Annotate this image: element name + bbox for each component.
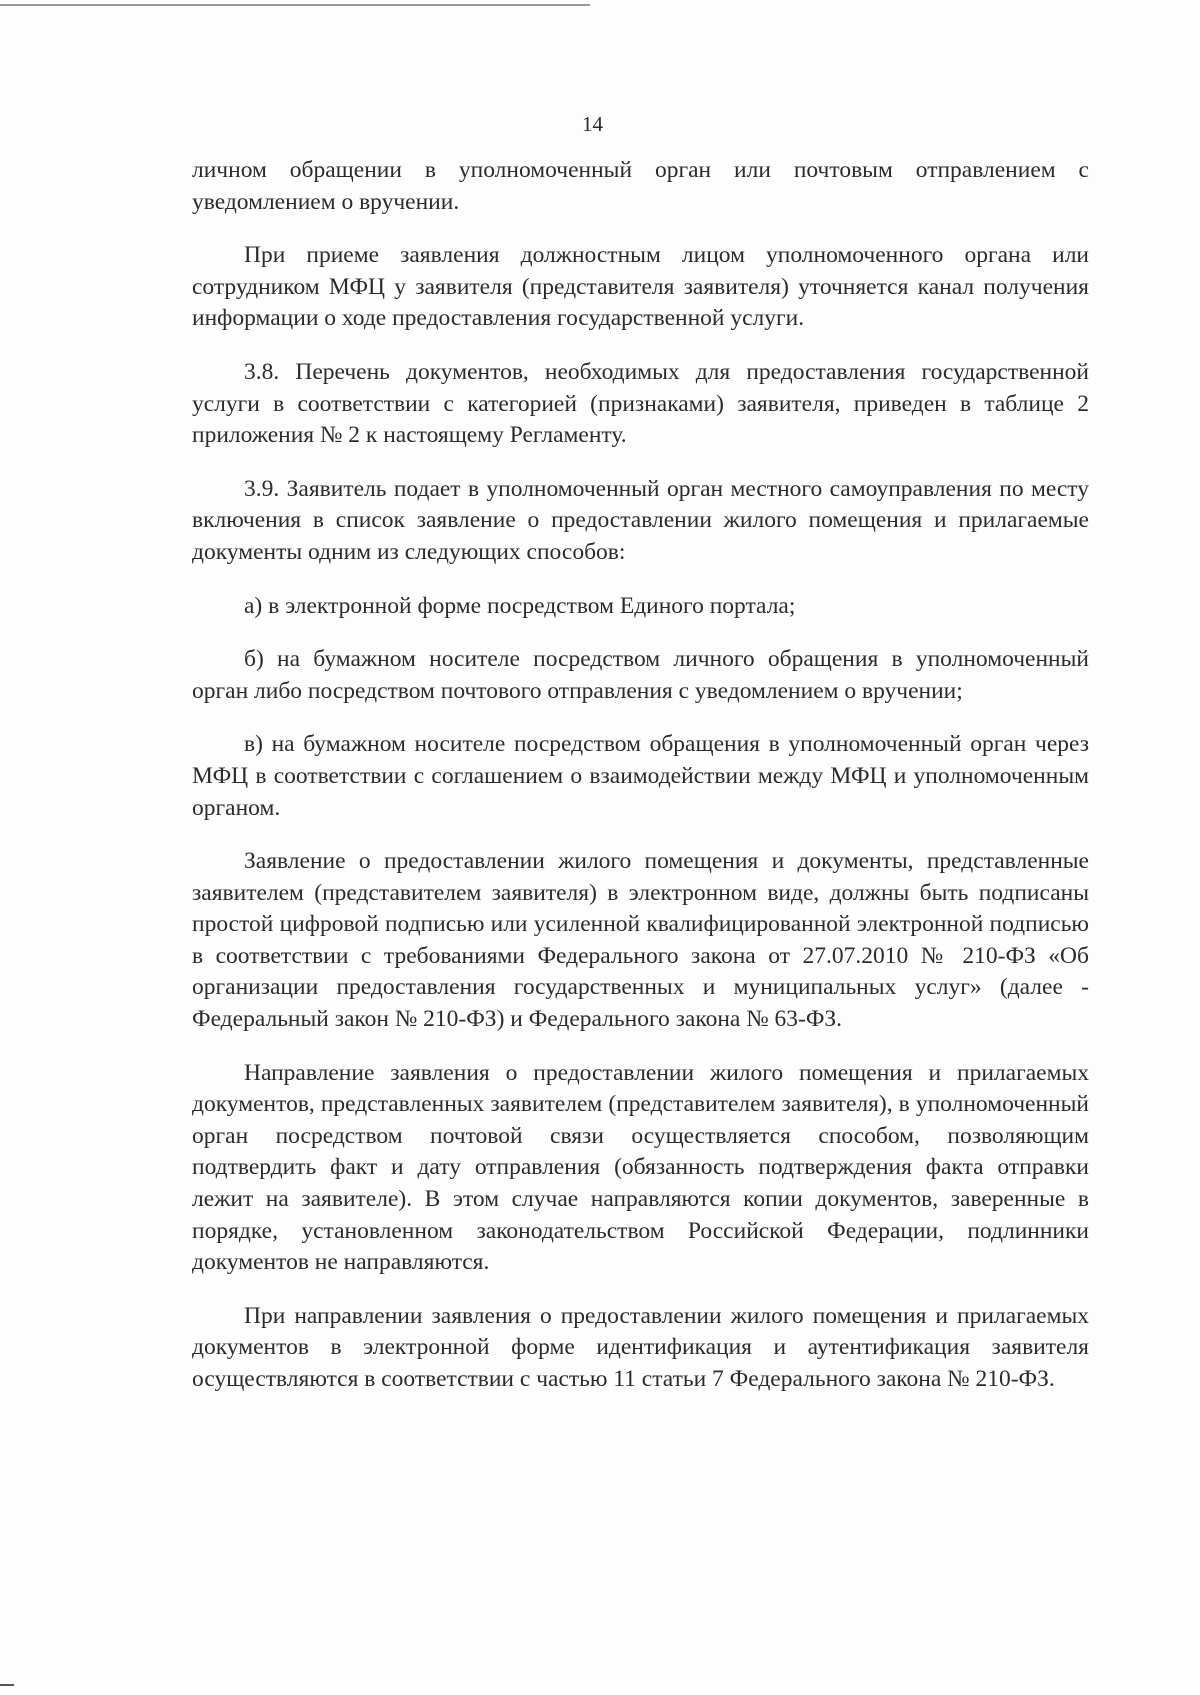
scan-bottom-mark (0, 1684, 14, 1686)
paragraph-postal-submission: Направление заявления о предоставлении жилого помещения и прилагаемых документов, представленных заявителем (представителем заявителя), в уполномоченный орган посредством почтовой связи осуществляется способом, позволяющим подтвердить факт и дату отправления (обязанность подтверждения факта отправки лежит на заявителе). В этом случае направляются копии документов, заверенные в порядке, установленном законодательством Российской Федерации, подлинники документов не направляются. (192, 1059, 1089, 1276)
list-item-a: а) в электронной форме посредством Единого портала; (244, 592, 796, 619)
paragraph-3-9: 3.9. Заявитель подает в уполномоченный орган местного самоуправления по месту включения в список заявление о предоставлении жилого помещения и прилагаемые документы одним из следующих способов: (192, 475, 1089, 565)
paragraph-channel-info: При приеме заявления должностным лицом уполномоченного органа или сотрудником МФЦ у заявителя (представителя заявителя) уточняется канал получения информации о ходе предоставления государственной услуги. (192, 242, 1089, 332)
list-item-v: в) на бумажном носителе посредством обращения в уполномоченный орган через МФЦ в соответствии с соглашением о взаимодействии между МФЦ и уполномоченным органом. (192, 731, 1089, 821)
paragraph-electronic-signature: Заявление о предоставлении жилого помещения и документы, представленные заявителем (представителем заявителя) в электронном виде, должны быть подписаны простой цифровой подписью или усиленной квалифицированной электронной подписью в соответствии с требованиями Федерального закона от 27.07.2010 № 210-ФЗ «Об организации предоставления государственных и муниципальных услуг» (далее - Федеральный закон № 210-ФЗ) и Федерального закона № 63-ФЗ. (192, 848, 1089, 1033)
page-number: 14 (582, 112, 603, 136)
paragraph-3-8: 3.8. Перечень документов, необходимых для предоставления государственной услуги в соответствии с категорией (признаками) заявителя, приведен в таблице 2 приложения № 2 к настоящему Регламенту. (192, 358, 1089, 449)
document-body (192, 155, 1089, 1418)
paragraph-electronic-identification: При направлении заявления о предоставлении жилого помещения и прилагаемых документов в электронной форме идентификация и аутентификация заявителя осуществляются в соответствии с частью 11 статьи 7 Федерального закона № 210-ФЗ. (192, 1302, 1089, 1392)
list-item-b: б) на бумажном носителе посредством личного обращения в уполномоченный орган либо посредством почтового отправления с уведомлением о вручении; (192, 646, 1089, 704)
paragraph-continuation: личном обращении в уполномоченный орган или почтовым отправлением с уведомлением о вручении. (192, 157, 1089, 215)
scan-top-rule (0, 4, 590, 6)
